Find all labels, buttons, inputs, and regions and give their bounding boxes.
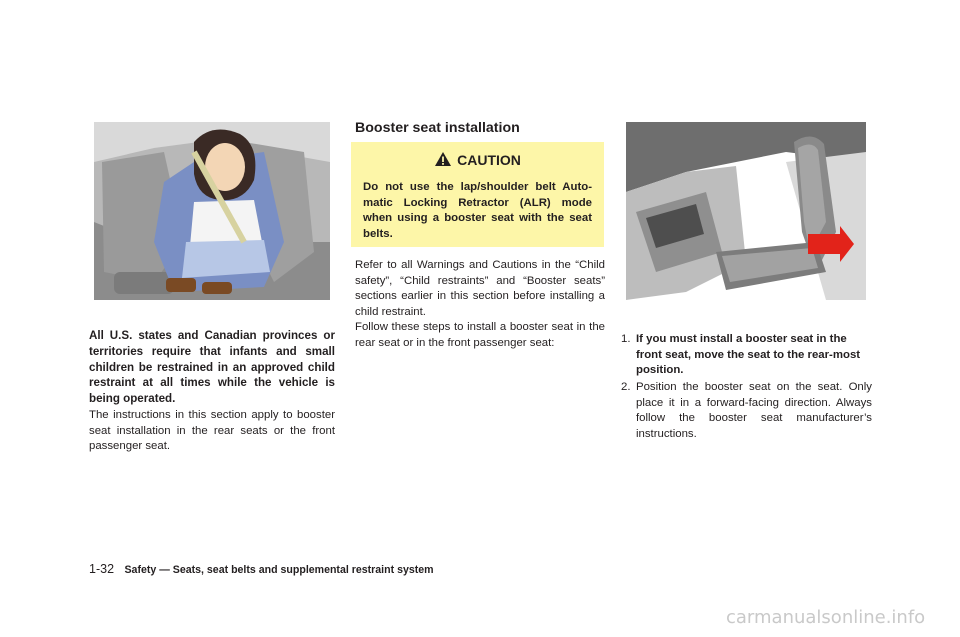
section-heading: Booster seat installation	[355, 120, 520, 136]
step-2-number: 2.	[621, 381, 631, 393]
front-seat-illustration	[626, 122, 866, 300]
caution-title-text: CAUTION	[457, 152, 521, 168]
intro-bold-paragraph: All U.S. states and Canadian provinces or territories require that infants and small children be restrained in an approved child restraint at all times while the vehicle is being operated.	[89, 329, 335, 406]
caution-box	[351, 142, 604, 247]
warning-triangle-icon	[434, 151, 452, 167]
step-1-number: 1.	[621, 333, 631, 345]
front-seat-drawing	[626, 122, 866, 300]
child-booster-seat-illustration	[94, 122, 330, 300]
watermark-text: carmanualsonline.info	[726, 607, 926, 628]
child-seat-drawing	[94, 122, 330, 300]
step-2	[621, 380, 871, 450]
caution-title	[351, 151, 604, 168]
page-footer	[89, 560, 434, 578]
step-1-text: If you must install a booster seat in the front seat, move the seat to the rear-most position.	[636, 333, 861, 377]
follow-steps-paragraph: Follow these steps to install a booster seat in the rear seat or in the front passenger seat:	[355, 321, 605, 349]
caution-body: Do not use the lap/shoulder belt Auto-matic Locking Retractor (ALR) mode when using a booster seat with the seat belts.	[363, 181, 592, 240]
page-number: 1-32	[89, 562, 115, 576]
intro-paragraph: The instructions in this section apply to booster seat installation in the rear seats or the front passenger seat.	[89, 409, 335, 453]
step-2-text: Position the booster seat on the seat. Only place it in a forward-facing direction. Always follow the booster seat manufacturer’s instructions.	[636, 381, 872, 440]
refer-paragraph: Refer to all Warnings and Cautions in the “Child safety”, “Child restraints” and “Booster seats” sections earlier in this section before installing a child restraint.	[355, 259, 605, 318]
step-1	[621, 332, 871, 382]
section-footer-title: Safety — Seats, seat belts and supplemental restraint system	[124, 564, 434, 576]
